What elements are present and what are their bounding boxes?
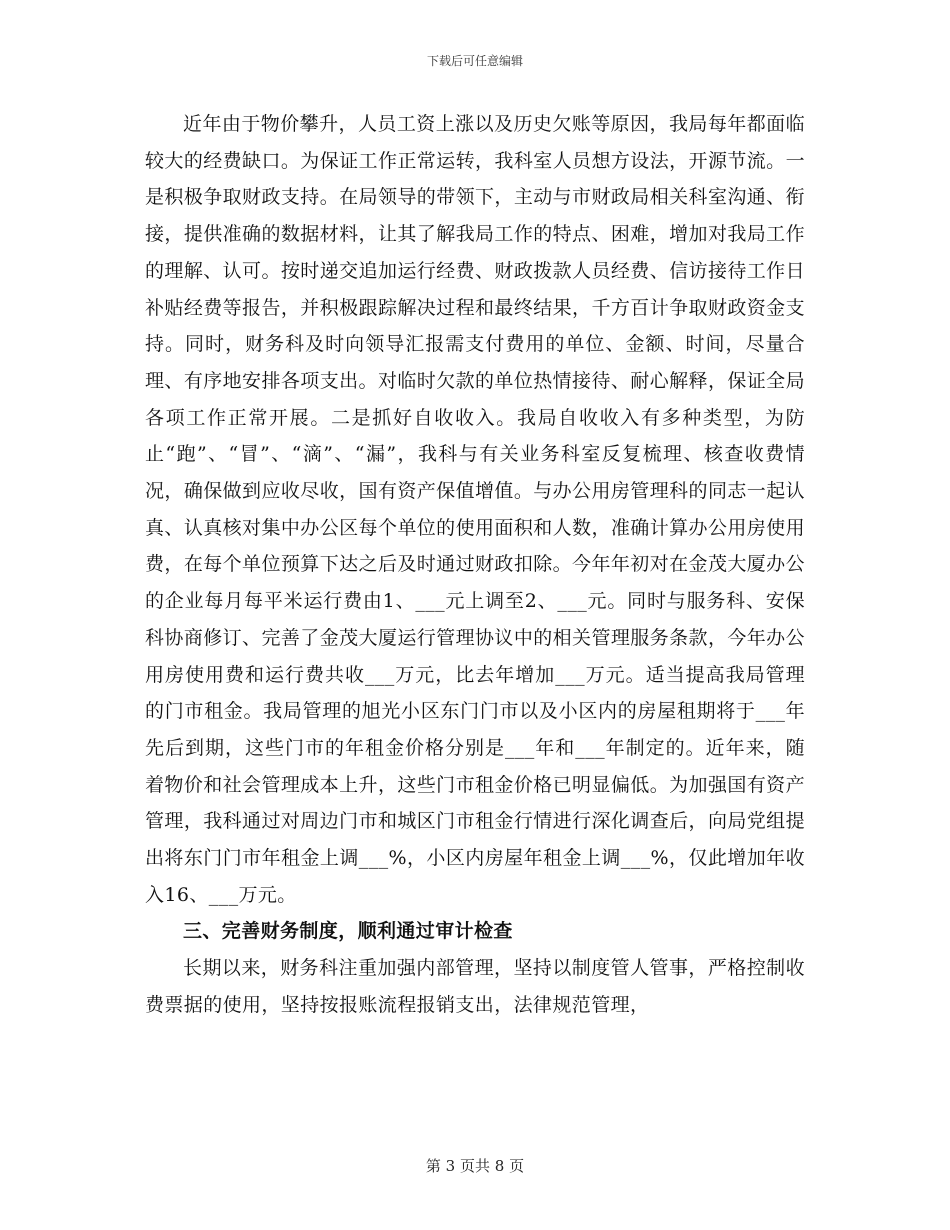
section-heading: 三、完善财务制度，顺利通过审计检查 (183, 920, 513, 943)
paragraph-income: 近年由于物价攀升，人员工资上涨以及历史欠账等原因，我局每年都面临较大的经费缺口。为保证工作正常运转，我科室人员想方设法，开源节流。一是积极争取财政支持。在局领导的带领下，主动与市财政局相关科室沟通、衔接，提供准确的数据材料，让其了解我局工作的特点、困难，增加对我局工作的理解、认可。按时递交追加运行经费、财政拨款人员经费、信访接待工作日补贴经费等报告，并积极跟踪解决过程和最终结果，千方百计争取财政资金支持。同时，财务科及时向领导汇报需支付费用的单位、金额、时间，尽量合理、有序地安排各项支出。对临时欠款的单位热情接待、耐心解释，保证全局各项工作正常开展。二是抓好自收收入。我局自收收入有多种类型，为防止“跑”、“冒”、“滴”、“漏”，我科与有关业务科室反复梳理、核查收费情况，确保做到应收尽收，国有资产保值增值。与办公用房管理科的同志一起认真、认真核对集中办公区每个单位的使用面积和人数，准确计算办公用房使用费，在每个单位预算下达之后及时通过财政扣除。今年年初对在金茂大厦办公的企业每月每平米运行费由1、___元上调至2、___元。同时与服务科、安保科协商修订、完善了金茂大厦运行管理协议中的相关管理服务条款，今年办公用房使用费和运行费共收___万元，比去年增加___万元。适当提高我局管理的门市租金。我局管理的旭光小区东门门市以及小区内的房屋租期将于___年先后到期，这些门市的年租金价格分别是___年和___年制定的。近年来，随着物价和社会管理成本上升，这些门市租金价格已明显偏低。为加强国有资产管理，我科通过对周边门市和城区门市租金行情进行深化调查后，向局党组提出将东门门市年租金上调___%，小区内房屋年租金上调___%，仅此增加年收入16、___万元。 (145, 113, 805, 906)
document-body (145, 106, 805, 1024)
paragraph-finance-system: 长期以来，财务科注重加强内部管理，坚持以制度管人管事，严格控制收费票据的使用，坚持按报账流程报销支出，法律规范管理， (145, 957, 805, 1016)
header-note: 下载后可任意编辑 (426, 54, 523, 68)
page-number: 第 3 页共 8 页 (425, 1157, 525, 1175)
